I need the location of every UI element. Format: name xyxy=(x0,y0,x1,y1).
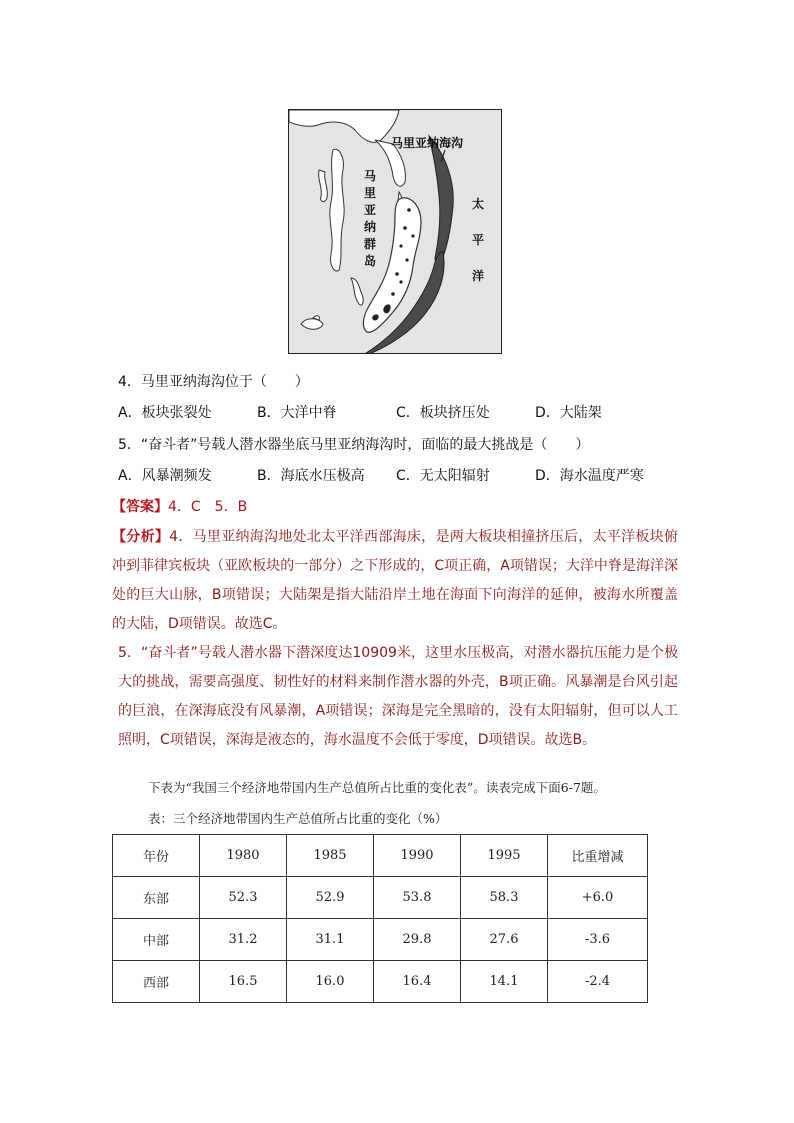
table-cell: 52.3 xyxy=(200,877,287,919)
table-cell: 58.3 xyxy=(461,877,548,919)
table-cell: 16.0 xyxy=(287,961,374,1003)
table-header-cell: 年份 xyxy=(113,835,200,877)
table-cell: 27.6 xyxy=(461,919,548,961)
q5-option-d: D．海水温度严寒 xyxy=(535,468,644,484)
table-cell: -2.4 xyxy=(548,961,648,1003)
question-4: 4．马里亚纳海沟位于（ ） xyxy=(118,374,309,390)
table-cell: 16.4 xyxy=(374,961,461,1003)
table-cell: 53.8 xyxy=(374,877,461,919)
trench-label: 马里亚纳海沟 xyxy=(391,136,464,150)
table-cell: 31.1 xyxy=(287,919,374,961)
question-5: 5．“奋斗者”号载人潜水器坐底马里亚纳海沟时，面临的最大挑战是（ ） xyxy=(118,437,590,453)
table-cell: 14.1 xyxy=(461,961,548,1003)
table-cell: 29.8 xyxy=(374,919,461,961)
q4-option-c: C．板块挤压处 xyxy=(396,405,490,421)
analysis-block xyxy=(112,523,678,755)
table-cell: -3.6 xyxy=(548,919,648,961)
table-cell: 西部 xyxy=(113,961,200,1003)
table-row xyxy=(113,919,648,961)
answer-text: 4．C 5．B xyxy=(168,499,248,515)
table-caption: 表：三个经济地带国内生产总值所占比重的变化（%） xyxy=(148,811,448,826)
table-header-cell: 1985 xyxy=(287,835,374,877)
q5-option-a: A．风暴潮频发 xyxy=(118,468,212,484)
table-header-cell: 1980 xyxy=(200,835,287,877)
table-row xyxy=(113,961,648,1003)
table-intro: 下表为“我国三个经济地带国内生产总值所占比重的变化表”。读表完成下面6-7题。 xyxy=(148,780,606,795)
analysis-paragraph-2: 5．“奋斗者”号载人潜水器下潜深度达10909米，这里水压极高，对潜水器抗压能力是个极大的挑战，需要高强度、韧性好的材料来制作潜水器的外壳，B项正确。风暴潮是台风引起的巨浪，在深海底没有风暴潮，A项错误；深海是完全黑暗的，没有太阳辐射，但可以人工照明，C项错误，深海是液态的，海水温度不会低于零度，D项错误。故选B。 xyxy=(118,645,678,748)
table-header-row xyxy=(113,835,648,877)
analysis-paragraph-1: 【分析】4．马里亚纳海沟地处北太平洋西部海床，是两大板块相撞挤压后，太平洋板块俯冲到菲律宾板块（亚欧板块的一部分）之下形成的，C项正确，A项错误；大洋中脊是海洋深处的巨大山脉，B项错误；大陆架是指大陆沿岸土地在海面下向海洋的延伸，被海水所覆盖的大陆，D项错误。故选C。 xyxy=(112,529,679,632)
table-cell: +6.0 xyxy=(548,877,648,919)
analysis-tag: 【分析】 xyxy=(112,529,170,545)
q4-option-d: D．大陆架 xyxy=(535,405,602,421)
q5-option-c: C．无太阳辐射 xyxy=(396,468,490,484)
islands-label: 马里亚纳群岛 xyxy=(363,169,376,268)
table-cell: 中部 xyxy=(113,919,200,961)
answer-tag: 【答案】 xyxy=(112,499,168,515)
q5-option-b: B．海底水压极高 xyxy=(257,468,365,484)
q4-option-b: B．大洋中脊 xyxy=(257,405,337,421)
mariana-map xyxy=(288,109,502,354)
table-header-cell: 1995 xyxy=(461,835,548,877)
table-cell: 31.2 xyxy=(200,919,287,961)
table-cell: 东部 xyxy=(113,877,200,919)
q4-option-a: A．板块张裂处 xyxy=(118,405,212,421)
table-header-cell: 1990 xyxy=(374,835,461,877)
ocean-label: 太平洋 xyxy=(471,197,484,283)
gdp-share-table xyxy=(112,834,648,1003)
table-row xyxy=(113,877,648,919)
table-cell: 16.5 xyxy=(200,961,287,1003)
answer-line xyxy=(112,497,247,517)
table-cell: 52.9 xyxy=(287,877,374,919)
table-header-cell: 比重增减 xyxy=(548,835,648,877)
